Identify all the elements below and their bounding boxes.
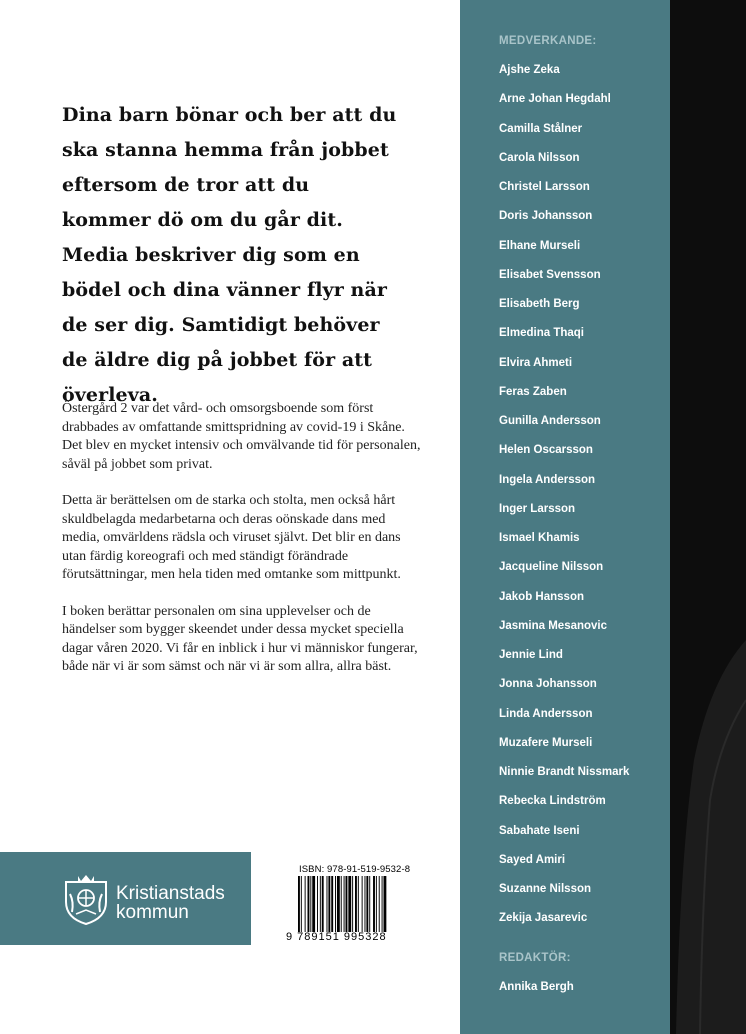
back-cover-lede: Dina barn bönar och ber att du ska stanna hemma från jobbet eftersom de tror att du kommer dö om du går dit. Media beskriver dig som en bödel och dina vänner flyr när de ser dig. Samtidigt behöver de äldre dig på jobbet för att överleva. (62, 104, 397, 406)
contributor-name: Feras Zaben (499, 385, 567, 398)
contributor-name: Elvira Ahmeti (499, 356, 573, 369)
contributor-name: Muzafere Murseli (499, 736, 593, 749)
barcode-bar (337, 876, 340, 932)
contributor-name: Sabahate Iseni (499, 824, 580, 837)
contributor-name: Inger Larsson (499, 502, 576, 515)
barcode-bar (317, 876, 318, 932)
contributor-name: Elisabeth Berg (499, 298, 580, 310)
barcode-bar (335, 876, 336, 932)
contributor-name: Elhane Murseli (499, 239, 581, 252)
shoulder-silhouette (670, 0, 746, 1034)
barcode-bar (298, 876, 300, 932)
contributor-name: Sayed Amiri (499, 853, 566, 866)
contributor-name: Jacqueline Nilsson (499, 561, 604, 574)
barcode-bar (366, 876, 368, 932)
isbn-digits: 9 789151 995328 (286, 931, 387, 943)
barcode-bar (382, 876, 383, 932)
barcode-bar (384, 876, 387, 932)
contributor-name: Jonna Johansson (499, 678, 597, 691)
barcode-bar (322, 876, 324, 932)
contributor-name: Ajshe Zeka (499, 64, 560, 76)
contributor-name: Gunilla Andersson (499, 415, 601, 427)
contributor-name: Zekija Jasarevic (499, 912, 588, 925)
editor-heading: REDAKTÖR: (499, 952, 571, 964)
contributor-name: Camilla Stålner (499, 122, 583, 135)
contributor-name: Rebecka Lindström (499, 795, 606, 808)
barcode-bar (327, 876, 328, 932)
contributor-name: Jakob Hansson (499, 590, 584, 603)
contributor-name: Ismael Khamis (499, 532, 580, 544)
blurb (62, 400, 422, 695)
contributor-name: Christel Larsson (499, 181, 590, 193)
blurb-paragraph-3: I boken berättar personalen om sina upplevelser och de händelser som bygger skeendet under dessa mycket speciella dagar våren 2020. Vi får en inblick i hur vi människor fungerar, både när vi är som sämst och när vi är som allra, allra bäst. (62, 603, 418, 674)
contributor-name: Helen Oscarsson (499, 444, 593, 457)
cover-photo-edge (670, 0, 746, 1034)
contributor-name: Elmedina Thaqi (499, 327, 584, 340)
barcode-bar (376, 876, 377, 932)
barcode-bar (312, 876, 315, 932)
contributor-name: Jennie Lind (499, 649, 563, 661)
contributor-name: Ingela Andersson (499, 473, 596, 486)
barcode-bar (379, 876, 380, 932)
barcode-bar (301, 876, 302, 932)
barcode-bar (328, 876, 330, 932)
blurb-paragraph-2: Detta är berättelsen om de starka och stolta, men också hårt skuldbelagda medarbetarna och deras oönskade dans med media, omvärldens rädsla och viruset självt. Det blir en dans utan färdig koreografi och med ständigt förändrade förutsättningar, men hela tiden med omtanke som mittpunkt. (62, 493, 401, 582)
contributor-name: Linda Andersson (499, 707, 593, 720)
barcode-bar (369, 876, 370, 932)
isbn-label: ISBN: 978-91-519-9532-8 (299, 864, 411, 875)
contributor-name: Ninnie Brandt Nissmark (499, 766, 630, 778)
barcode-bar (355, 876, 357, 932)
barcode-bar (310, 876, 311, 932)
contributor-list (499, 63, 629, 941)
barcode (286, 876, 426, 934)
contributors-panel (460, 0, 670, 1034)
contributor-name: Elisabet Svensson (499, 268, 601, 281)
barcode-bar (346, 876, 348, 932)
barcode-bar (358, 876, 359, 932)
contributor-name: Suzanne Nilsson (499, 883, 592, 895)
barcode-bar (320, 876, 321, 932)
barcode-bar (341, 876, 342, 932)
blurb-paragraph-1: Östergård 2 var det vård- och omsorgsboende som först drabbades av omfattande smittspridning av covid-19 i Skåne. Det blev en mycket intensiv och omvälvande tid för personalen, såväl på jobbet som privat. (62, 401, 421, 472)
barcode-bar (344, 876, 345, 932)
barcode-bar (348, 876, 351, 932)
coat-of-arms-icon (62, 872, 110, 926)
contributors-heading: MEDVERKANDE: (499, 35, 597, 47)
isbn-barcode-block (286, 864, 426, 946)
contributor-name: Jasmina Mesanovic (499, 619, 608, 632)
contributor-name: Carola Nilsson (499, 151, 580, 164)
barcode-bar (352, 876, 353, 932)
barcode-bar (373, 876, 375, 932)
barcode-bar (362, 876, 363, 932)
barcode-bar (365, 876, 366, 932)
barcode-bar (331, 876, 333, 932)
publisher-name: Kristianstads kommun (116, 883, 225, 923)
publisher-logo-block (0, 852, 251, 945)
editor-name: Annika Bergh (499, 981, 574, 993)
barcode-bar (305, 876, 306, 932)
contributor-name: Doris Johansson (499, 210, 593, 223)
barcode-bar (308, 876, 310, 932)
contributor-name: Arne Johan Hegdahl (499, 93, 611, 106)
